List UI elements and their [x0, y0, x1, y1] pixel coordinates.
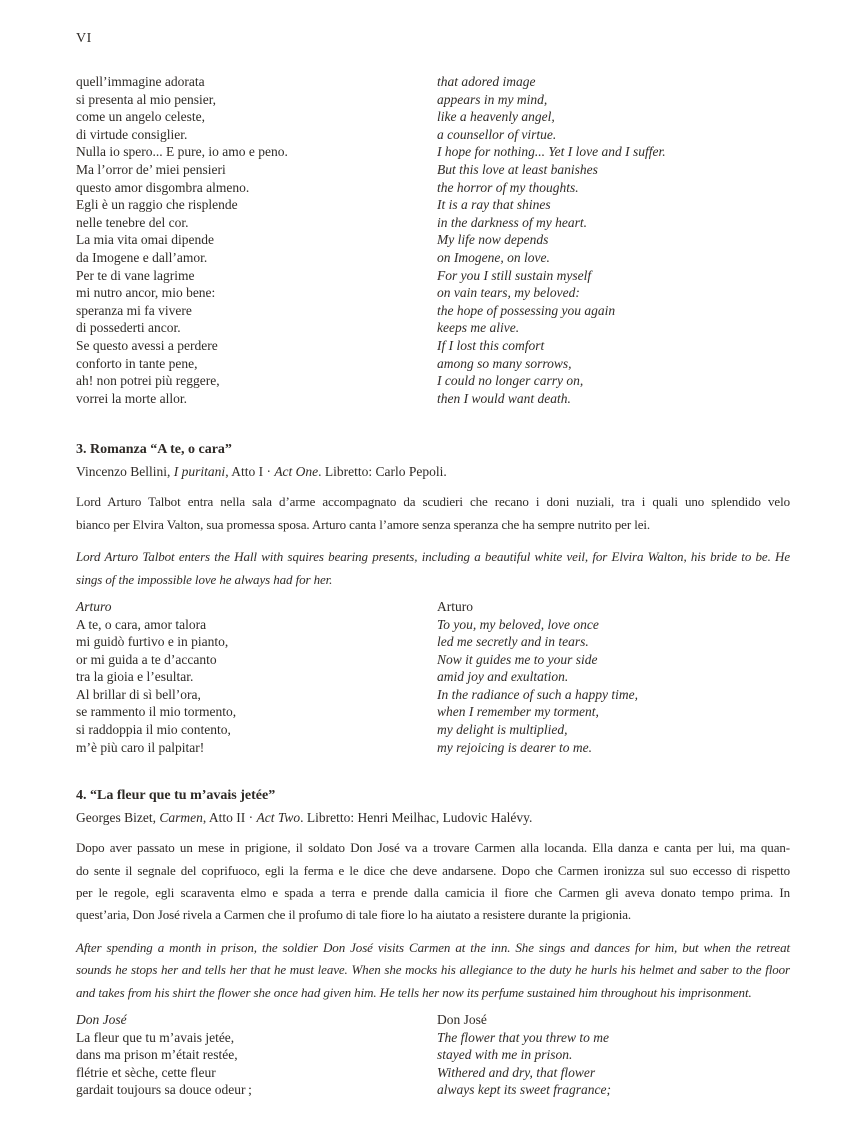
prose-line: sounds he stops her and tells her that he must leave. When she mocks his allegiance to the duty he hurls his helmet and saber to the floor [76, 962, 790, 978]
poem-line: tra la gioia e l’esultar. [76, 669, 194, 685]
poem-line: If I lost this comfort [437, 337, 545, 353]
poem-line: like a heavenly angel, [437, 109, 555, 125]
poem-line: nelle tenebre del cor. [76, 214, 189, 230]
section-4-credit-line [76, 808, 790, 828]
section-4-speaker-english: Don José [437, 1012, 487, 1028]
poem-line: La fleur que tu m’avais jetée, [76, 1029, 235, 1045]
section-4-speakers [76, 1011, 790, 1029]
prose-line: Dopo aver passato un mese in prigione, il soldato Don José va a trovare Carmen alla locanda. Ella danza e canta per lui, ma quan- [76, 840, 790, 856]
poem-line: or mi guida a te d’accanto [76, 651, 217, 667]
poem-line: Per te di vane lagrime [76, 267, 195, 283]
poem-line: the horror of my thoughts. [437, 179, 579, 195]
section-3-synopsis-italian [76, 491, 790, 536]
section-3-romanza [76, 440, 790, 756]
poem-line: The flower that you threw to me [437, 1029, 609, 1045]
poem-line: si presenta al mio pensier, [76, 91, 217, 107]
poem-line: It is a ray that shines [437, 197, 551, 213]
section-4-synopsis-english [76, 937, 790, 1004]
section-4-poem-english [437, 1029, 790, 1099]
prose-line: quest’aria, Don José rivela a Carmen che il profumo di tale fiore lo ha aiutato a resistere durante la prigionia. [76, 907, 632, 923]
credit-text: Georges Bizet, [76, 810, 160, 826]
poem-line: among so many sorrows, [437, 355, 572, 371]
poem-line: Nulla io spero... E pure, io amo e peno. [76, 144, 288, 160]
poem-line: that adored image [437, 74, 536, 89]
poem-line: appears in my mind, [437, 91, 548, 107]
section-3-synopsis-english [76, 546, 790, 591]
credit-text: . Libretto: Henri Meilhac, Ludovic Halévy. [300, 810, 533, 826]
poem-line: when I remember my torment, [437, 704, 599, 720]
poem-line: For you I still sustain myself [437, 267, 592, 283]
poem-continuation-english [437, 73, 790, 407]
poem-line: come un angelo celeste, [76, 109, 205, 125]
work-title: I puritani [173, 464, 226, 480]
credit-text: . Libretto: Carlo Pepoli. [318, 464, 447, 480]
poem-line: gardait toujours sa douce odeur ; [76, 1082, 252, 1098]
poem-line: dans ma prison m’était restée, [76, 1047, 238, 1063]
poem-line: conforto in tante pene, [76, 355, 198, 371]
section-3-speaker-english: Arturo [437, 598, 473, 614]
section-4-heading: 4. “La fleur que tu m’avais jetée” [76, 788, 276, 804]
poem-line: mi nutro ancor, mio bene: [76, 285, 216, 301]
prose-line: Lord Arturo Talbot entra nella sala d’arme accompagnato da scudieri che recano i doni nuziali, tra i quali uno splendido velo [76, 494, 790, 510]
poem-line: A te, o cara, amor talora [76, 616, 207, 632]
section-3-credit-line [76, 462, 790, 482]
poem-line: My life now depends [437, 232, 549, 248]
poem-continuation [76, 73, 790, 407]
poem-line: m’è più caro il palpitar! [76, 739, 205, 755]
poem-line: led me secretly and in tears. [437, 634, 589, 650]
poem-line: I hope for nothing... Yet I love and I suffer. [437, 144, 666, 160]
section-4-synopsis-italian [76, 837, 790, 927]
poem-line: in the darkness of my heart. [437, 214, 587, 230]
section-3-poem-italian [76, 616, 437, 757]
poem-line: mi guidò furtivo e in pianto, [76, 634, 229, 650]
section-3-speakers [76, 598, 790, 616]
poem-line: on Imogene, on love. [437, 249, 550, 265]
section-3-speaker-italian: Arturo [76, 598, 112, 614]
poem-line: a counsellor of virtue. [437, 126, 557, 142]
poem-line: Ma l’orror de’ miei pensieri [76, 161, 226, 177]
poem-line: La mia vita omai dipende [76, 232, 214, 248]
poem-line: questo amor disgombra almeno. [76, 179, 250, 195]
poem-line: da Imogene e dall’amor. [76, 249, 208, 265]
prose-line: Lord Arturo Talbot enters the Hall with squires bearing presents, including a beautiful white veil, for Elvira Walton, his bride to be. He [76, 549, 790, 565]
poem-line: quell’immagine adorata [76, 74, 205, 89]
poem-line: stayed with me in prison. [437, 1047, 573, 1063]
poem-line: keeps me alive. [437, 320, 520, 336]
poem-continuation-italian [76, 73, 437, 407]
poem-line: I could no longer carry on, [437, 373, 584, 389]
poem-line: Al brillar di sì bell’ora, [76, 686, 201, 702]
section-3-poem-english [437, 616, 790, 757]
poem-line: speranza mi fa vivere [76, 302, 192, 318]
section-4-la-fleur [76, 786, 790, 1099]
section-3-heading: 3. Romanza “A te, o cara” [76, 442, 232, 458]
section-4-speaker-french: Don José [76, 1012, 127, 1028]
credit-text: , Atto II · [202, 810, 257, 826]
prose-line: bianco per Elvira Valton, sua promessa sposa. Arturo canta l’amore senza speranza che ha sempre nutrito per lei. [76, 516, 651, 532]
poem-line: di possederti ancor. [76, 320, 181, 336]
poem-line: In the radiance of such a happy time, [437, 686, 638, 702]
poem-line: But this love at least banishes [437, 161, 598, 177]
section-4-poem-french [76, 1029, 437, 1099]
work-title: Act Two [256, 810, 301, 826]
prose-line: per le regole, egli scaraventa elmo e spada a terra e prende dalla camicia il fiore che Carmen gli aveva donato tempo prima. In [76, 885, 790, 901]
poem-line: Now it guides me to your side [437, 651, 598, 667]
poem-line: always kept its sweet fragrance; [437, 1082, 611, 1098]
page-number: VI [76, 31, 92, 46]
poem-line: on vain tears, my beloved: [437, 285, 580, 301]
poem-line: si raddoppia il mio contento, [76, 722, 231, 738]
work-title: Act One [274, 464, 319, 480]
poem-line: then I would want death. [437, 390, 571, 406]
poem-line: se rammento il mio tormento, [76, 704, 237, 720]
prose-line: do sente il segnale del coprifuoco, egli la ferma e le dice che deve andarsene. Dopo che Carmen ironizza sul suo eccesso di rispetto [76, 862, 790, 878]
poem-continuation-columns [76, 73, 790, 407]
poem-line: di virtude consiglier. [76, 126, 188, 142]
poem-line: Withered and dry, that flower [437, 1064, 596, 1080]
section-4-poem-columns [76, 1029, 790, 1099]
poem-line: the hope of possessing you again [437, 302, 616, 318]
poem-line: amid joy and exultation. [437, 669, 569, 685]
poem-line: To you, my beloved, love once [437, 616, 599, 632]
credit-text: , Atto I · [225, 464, 275, 480]
poem-line: vorrei la morte allor. [76, 390, 187, 406]
poem-line: my delight is multiplied, [437, 722, 568, 738]
poem-line: Egli è un raggio che risplende [76, 197, 238, 213]
poem-line: ah! non potrei più reggere, [76, 373, 220, 389]
prose-line: After spending a month in prison, the soldier Don José visits Carmen at the inn. She sings and dances for him, but when the retreat [76, 939, 790, 955]
work-title: Carmen [159, 810, 203, 826]
credit-text: Vincenzo Bellini, [76, 464, 174, 480]
poem-line: flétrie et sèche, cette fleur [76, 1064, 216, 1080]
section-3-poem-columns [76, 616, 790, 757]
poem-line: Se questo avessi a perdere [76, 337, 218, 353]
prose-line: sings of the impossible love he always had for her. [76, 571, 333, 587]
prose-line: and takes from his shirt the flower she once had given him. He tells her now its perfume sustained him throughout his imprisonment. [76, 984, 752, 1000]
poem-line: my rejoicing is dearer to me. [437, 739, 592, 755]
